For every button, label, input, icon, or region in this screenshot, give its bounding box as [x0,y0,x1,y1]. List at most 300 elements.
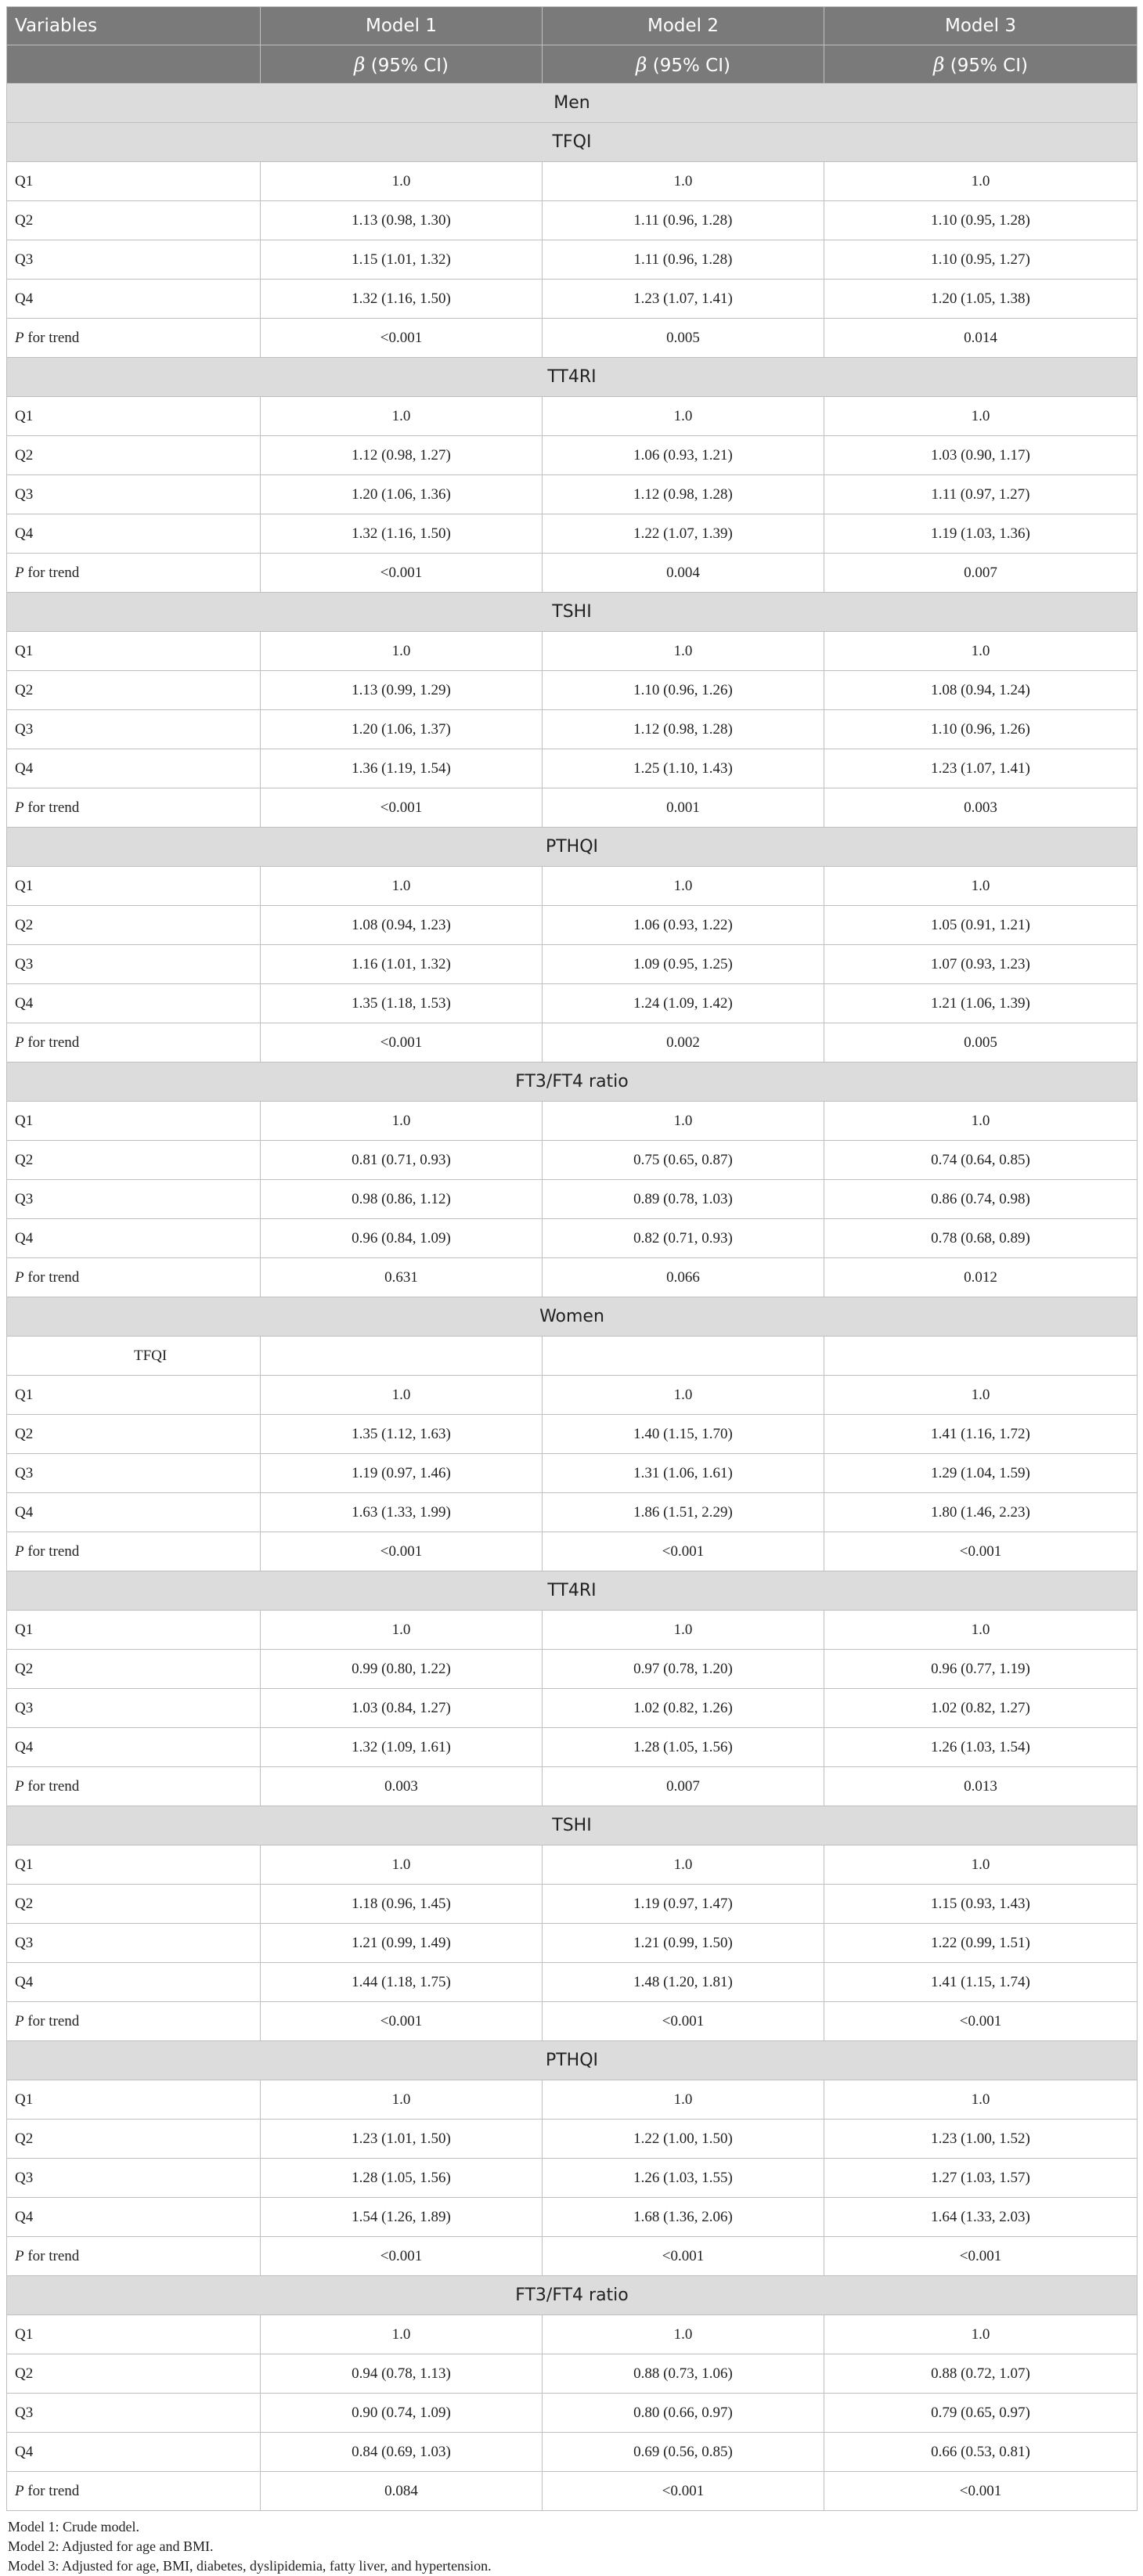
value-cell-model-2: 1.22 (1.07, 1.39) [543,514,824,554]
subsection-label: TSHI [7,593,1138,632]
value-cell-model-2: 1.0 [543,1376,824,1415]
p-trend-label [7,1767,261,1806]
p-trend-label [7,788,261,828]
p-trend-row [7,1767,1138,1806]
group-label: Women [7,1297,1138,1337]
value-cell-model-1: 1.35 (1.12, 1.63) [261,1415,543,1454]
value-cell-model-3: 1.08 (0.94, 1.24) [824,671,1138,710]
value-cell-model-2: 1.40 (1.15, 1.70) [543,1415,824,1454]
p-trend-row [7,2237,1138,2276]
table-row [7,162,1138,201]
value-cell-model-1: 1.32 (1.16, 1.50) [261,514,543,554]
table-row [7,240,1138,280]
value-cell-model-3: 1.23 (1.00, 1.52) [824,2120,1138,2159]
value-cell-model-2: 1.02 (0.82, 1.26) [543,1689,824,1728]
table-row [7,2159,1138,2198]
value-cell-model-3: 1.0 [824,867,1138,906]
value-cell-model-1: <0.001 [261,2237,543,2276]
quartile-label: Q2 [7,906,261,945]
value-cell-model-2: 1.0 [543,162,824,201]
quartile-label: Q4 [7,984,261,1023]
value-cell-model-3: 0.005 [824,1023,1138,1063]
header-model-1: Model 1 [261,7,543,45]
p-trend-row [7,1023,1138,1063]
footnote: Model 3: Adjusted for age, BMI, diabetes, dyslipidemia, fatty liver, and hypertension. [8,2558,492,2574]
header-ci-2 [543,45,824,84]
subsection-label: TSHI [7,1806,1138,1845]
value-cell-model-3: 1.0 [824,632,1138,671]
value-cell-model-1: <0.001 [261,1532,543,1571]
quartile-label: Q2 [7,1650,261,1689]
value-cell-model-2: 1.11 (0.96, 1.28) [543,240,824,280]
table-row [7,1963,1138,2002]
table-row [7,1611,1138,1650]
table-row [7,2080,1138,2120]
quartile-label: Q2 [7,2120,261,2159]
value-cell-model-3: 1.23 (1.07, 1.41) [824,749,1138,788]
value-cell-model-2: 1.25 (1.10, 1.43) [543,749,824,788]
value-cell-model-3: 1.03 (0.90, 1.17) [824,436,1138,475]
ci-label: (95% CI) [647,55,730,76]
value-cell-model-2: 1.31 (1.06, 1.61) [543,1454,824,1493]
value-cell-model-3: 1.64 (1.33, 2.03) [824,2198,1138,2237]
p-text: for trend [23,1777,80,1795]
value-cell-model-1: 1.0 [261,162,543,201]
value-cell-model-2: 1.48 (1.20, 1.81) [543,1963,824,2002]
value-cell-model-1: 1.19 (0.97, 1.46) [261,1454,543,1493]
subsection-row [7,2276,1138,2315]
header-ci-3 [824,45,1138,84]
value-cell-model-2: 1.26 (1.03, 1.55) [543,2159,824,2198]
quartile-label: Q4 [7,2198,261,2237]
table-row [7,2120,1138,2159]
table-row [7,867,1138,906]
table-row [7,671,1138,710]
quartile-label: Q3 [7,1180,261,1219]
p-trend-row [7,2472,1138,2511]
value-cell-model-2: <0.001 [543,1532,824,1571]
value-cell-model-1: 0.90 (0.74, 1.09) [261,2394,543,2433]
quartile-label: Q2 [7,1141,261,1180]
p-symbol: P [15,1542,24,1560]
p-text: for trend [23,1268,80,1286]
value-cell-model-2: 0.97 (0.78, 1.20) [543,1650,824,1689]
subsection-row [7,2041,1138,2080]
value-cell-model-1: 1.54 (1.26, 1.89) [261,2198,543,2237]
value-cell-model-1: <0.001 [261,788,543,828]
table-row [7,1141,1138,1180]
quartile-label: Q2 [7,2354,261,2394]
value-cell-model-3: 0.79 (0.65, 0.97) [824,2394,1138,2433]
value-cell-model-2: 1.0 [543,2315,824,2354]
table-row [7,1454,1138,1493]
p-symbol: P [15,799,24,816]
value-cell-model-2: 1.0 [543,1611,824,1650]
p-trend-label [7,319,261,358]
value-cell-model-2: 1.06 (0.93, 1.21) [543,436,824,475]
results-table [6,6,1138,2511]
value-cell-model-3: 0.003 [824,788,1138,828]
p-text: for trend [23,329,80,346]
p-trend-label [7,1023,261,1063]
value-cell-model-2: 1.28 (1.05, 1.56) [543,1728,824,1767]
value-cell-model-1: 1.20 (1.06, 1.37) [261,710,543,749]
table-row [7,2315,1138,2354]
value-cell-model-3: <0.001 [824,2002,1138,2041]
header-variables: Variables [7,7,261,45]
beta-symbol: β [636,52,647,76]
p-symbol: P [15,329,24,346]
value-cell-model-1: 1.12 (0.98, 1.27) [261,436,543,475]
p-symbol: P [15,1034,24,1051]
value-cell-model-2: 1.22 (1.00, 1.50) [543,2120,824,2159]
value-cell-model-1: 1.0 [261,397,543,436]
ci-label: (95% CI) [365,55,449,76]
subsection-row [7,1571,1138,1611]
table-row [7,201,1138,240]
value-cell-model-2: 1.11 (0.96, 1.28) [543,201,824,240]
quartile-label: Q4 [7,1963,261,2002]
value-cell-model-1: 1.44 (1.18, 1.75) [261,1963,543,2002]
value-cell-model-3: 1.22 (0.99, 1.51) [824,1924,1138,1963]
value-cell-model-2: 0.007 [543,1767,824,1806]
table-row [7,1180,1138,1219]
value-cell-model-3: 0.74 (0.64, 0.85) [824,1141,1138,1180]
value-cell-model-2: <0.001 [543,2237,824,2276]
p-symbol: P [15,2247,24,2264]
table-row [7,475,1138,514]
value-cell-model-3: 0.78 (0.68, 0.89) [824,1219,1138,1258]
subsection-label: TT4RI [7,358,1138,397]
group-row [7,84,1138,123]
value-cell-model-2: 1.12 (0.98, 1.28) [543,710,824,749]
quartile-label: Q1 [7,867,261,906]
value-cell-model-3: 1.11 (0.97, 1.27) [824,475,1138,514]
value-cell-model-1: 0.003 [261,1767,543,1806]
table-row [7,436,1138,475]
value-cell-model-2: 1.0 [543,632,824,671]
subsection-label: TFQI [7,1337,261,1376]
value-cell-model-3: 0.88 (0.72, 1.07) [824,2354,1138,2394]
header-model-3: Model 3 [824,7,1138,45]
value-cell-model-2: 0.89 (0.78, 1.03) [543,1180,824,1219]
value-cell-model-2: 1.0 [543,867,824,906]
value-cell-model-1: 0.94 (0.78, 1.13) [261,2354,543,2394]
quartile-label: Q2 [7,436,261,475]
subsection-row [7,828,1138,867]
table-row [7,2394,1138,2433]
value-cell-model-1: 0.81 (0.71, 0.93) [261,1141,543,1180]
quartile-label: Q4 [7,1493,261,1532]
subsection-label: PTHQI [7,2041,1138,2080]
quartile-label: Q2 [7,1415,261,1454]
value-cell-model-2: 0.004 [543,554,824,593]
p-trend-label [7,2237,261,2276]
quartile-label: Q2 [7,1885,261,1924]
value-cell-model-1: 1.13 (0.98, 1.30) [261,201,543,240]
value-cell-model-1: 1.32 (1.09, 1.61) [261,1728,543,1767]
value-cell-model-3: 0.014 [824,319,1138,358]
value-cell-model-1: <0.001 [261,1023,543,1063]
table-row [7,1376,1138,1415]
value-cell-model-1: 1.03 (0.84, 1.27) [261,1689,543,1728]
quartile-label: Q4 [7,1728,261,1767]
value-cell-model-2: 1.06 (0.93, 1.22) [543,906,824,945]
table-row [7,906,1138,945]
value-cell-model-3: 1.29 (1.04, 1.59) [824,1454,1138,1493]
p-trend-row [7,788,1138,828]
table-row [7,1102,1138,1141]
value-cell-model-1: <0.001 [261,319,543,358]
quartile-label: Q1 [7,1611,261,1650]
table-row [7,1845,1138,1885]
value-cell-model-1: 1.0 [261,1845,543,1885]
value-cell-model-2: 1.21 (0.99, 1.50) [543,1924,824,1963]
p-text: for trend [23,1034,80,1051]
p-text: for trend [23,2012,80,2029]
beta-symbol: β [354,52,366,76]
table-row [7,1415,1138,1454]
value-cell-model-1: 1.0 [261,1611,543,1650]
subsection-row [7,1063,1138,1102]
quartile-label: Q1 [7,632,261,671]
value-cell-model-2: 0.82 (0.71, 0.93) [543,1219,824,1258]
group-row [7,1297,1138,1337]
value-cell-model-1: 0.99 (0.80, 1.22) [261,1650,543,1689]
value-cell-model-3: 1.07 (0.93, 1.23) [824,945,1138,984]
value-cell-model-3: 0.013 [824,1767,1138,1806]
p-symbol: P [15,2012,24,2029]
value-cell-model-1: 0.98 (0.86, 1.12) [261,1180,543,1219]
p-trend-label [7,554,261,593]
p-trend-label [7,2472,261,2511]
p-trend-label [7,1258,261,1297]
value-cell-model-2: 0.88 (0.73, 1.06) [543,2354,824,2394]
table-row [7,1728,1138,1767]
value-cell-model-1: 0.84 (0.69, 1.03) [261,2433,543,2472]
p-text: for trend [23,799,80,816]
table-row [7,710,1138,749]
p-symbol: P [15,1777,24,1795]
p-trend-label [7,2002,261,2041]
value-cell-model-3: 1.0 [824,1376,1138,1415]
value-cell-model-2: 0.80 (0.66, 0.97) [543,2394,824,2433]
value-cell-model-2: 1.09 (0.95, 1.25) [543,945,824,984]
table-row [7,1885,1138,1924]
quartile-label: Q3 [7,240,261,280]
quartile-label: Q3 [7,1454,261,1493]
quartile-label: Q1 [7,397,261,436]
value-cell-model-3: 0.96 (0.77, 1.19) [824,1650,1138,1689]
value-cell-model-2: <0.001 [543,2002,824,2041]
quartile-label: Q3 [7,945,261,984]
quartile-label: Q3 [7,2159,261,2198]
value-cell-model-3: <0.001 [824,2472,1138,2511]
p-symbol: P [15,2482,24,2499]
quartile-label: Q4 [7,749,261,788]
value-cell-model-3: 1.20 (1.05, 1.38) [824,280,1138,319]
subsection-row [7,123,1138,162]
value-cell-model-3: 1.15 (0.93, 1.43) [824,1885,1138,1924]
value-cell-model-1: 0.96 (0.84, 1.09) [261,1219,543,1258]
value-cell-model-3: 1.0 [824,162,1138,201]
table-row [7,280,1138,319]
quartile-label: Q4 [7,1219,261,1258]
value-cell-model-3: 1.80 (1.46, 2.23) [824,1493,1138,1532]
empty-cell [261,1337,543,1376]
subsection-row [7,1806,1138,1845]
value-cell-model-3: 1.21 (1.06, 1.39) [824,984,1138,1023]
value-cell-model-2: 1.10 (0.96, 1.26) [543,671,824,710]
header-ci-1 [261,45,543,84]
quartile-label: Q3 [7,2394,261,2433]
group-label: Men [7,84,1138,123]
p-trend-row [7,319,1138,358]
p-text: for trend [23,1542,80,1560]
quartile-label: Q1 [7,2315,261,2354]
value-cell-model-2: 0.001 [543,788,824,828]
table-row [7,1650,1138,1689]
value-cell-model-3: 0.66 (0.53, 0.81) [824,2433,1138,2472]
value-cell-model-1: 0.084 [261,2472,543,2511]
value-cell-model-2: 1.86 (1.51, 2.29) [543,1493,824,1532]
header-model-2: Model 2 [543,7,824,45]
value-cell-model-1: 1.0 [261,2315,543,2354]
value-cell-model-3: <0.001 [824,2237,1138,2276]
value-cell-model-3: 1.05 (0.91, 1.21) [824,906,1138,945]
value-cell-model-3: 1.19 (1.03, 1.36) [824,514,1138,554]
value-cell-model-1: 1.28 (1.05, 1.56) [261,2159,543,2198]
value-cell-model-2: 0.69 (0.56, 0.85) [543,2433,824,2472]
value-cell-model-2: <0.001 [543,2472,824,2511]
value-cell-model-3: <0.001 [824,1532,1138,1571]
value-cell-model-1: <0.001 [261,2002,543,2041]
value-cell-model-2: 1.0 [543,397,824,436]
table-row [7,1219,1138,1258]
p-symbol: P [15,564,24,581]
value-cell-model-1: 1.13 (0.99, 1.29) [261,671,543,710]
value-cell-model-3: 1.10 (0.95, 1.27) [824,240,1138,280]
value-cell-model-1: 1.15 (1.01, 1.32) [261,240,543,280]
table-row [7,632,1138,671]
value-cell-model-3: 1.0 [824,2315,1138,2354]
table-row [7,2433,1138,2472]
empty-cell [824,1337,1138,1376]
value-cell-model-3: 1.0 [824,2080,1138,2120]
value-cell-model-2: 1.0 [543,2080,824,2120]
value-cell-model-1: 1.0 [261,2080,543,2120]
value-cell-model-3: 0.007 [824,554,1138,593]
p-trend-label [7,1532,261,1571]
table-row [7,1924,1138,1963]
footnotes [6,2517,1137,2576]
value-cell-model-3: 1.0 [824,1845,1138,1885]
p-trend-row [7,1258,1138,1297]
quartile-label: Q1 [7,1845,261,1885]
value-cell-model-2: 1.23 (1.07, 1.41) [543,280,824,319]
value-cell-model-2: 1.19 (0.97, 1.47) [543,1885,824,1924]
value-cell-model-2: 1.68 (1.36, 2.06) [543,2198,824,2237]
value-cell-model-1: 1.0 [261,867,543,906]
p-symbol: P [15,1268,24,1286]
quartile-label: Q3 [7,1924,261,1963]
value-cell-model-3: 0.012 [824,1258,1138,1297]
p-trend-row [7,554,1138,593]
subsection-label: TFQI [7,123,1138,162]
value-cell-model-3: 1.10 (0.95, 1.28) [824,201,1138,240]
value-cell-model-3: 1.41 (1.15, 1.74) [824,1963,1138,2002]
quartile-label: Q3 [7,710,261,749]
value-cell-model-1: 0.631 [261,1258,543,1297]
quartile-label: Q1 [7,1102,261,1141]
table-row [7,2354,1138,2394]
value-cell-model-1: 1.08 (0.94, 1.23) [261,906,543,945]
value-cell-model-3: 1.10 (0.96, 1.26) [824,710,1138,749]
table-row [7,945,1138,984]
table-header [7,7,1138,84]
quartile-label: Q2 [7,201,261,240]
value-cell-model-3: 0.86 (0.74, 0.98) [824,1180,1138,1219]
value-cell-model-1: 1.21 (0.99, 1.49) [261,1924,543,1963]
value-cell-model-3: 1.02 (0.82, 1.27) [824,1689,1138,1728]
value-cell-model-2: 0.75 (0.65, 0.87) [543,1141,824,1180]
value-cell-model-2: 1.0 [543,1845,824,1885]
quartile-label: Q4 [7,280,261,319]
table-body [7,84,1138,2511]
table-row [7,984,1138,1023]
footnote: Model 2: Adjusted for age and BMI. [8,2538,214,2554]
value-cell-model-1: 1.0 [261,1376,543,1415]
p-text: for trend [23,2247,80,2264]
ci-label: (95% CI) [944,55,1028,76]
quartile-label: Q1 [7,162,261,201]
p-text: for trend [23,564,80,581]
beta-symbol: β [933,52,945,76]
header-empty [7,45,261,84]
value-cell-model-2: 0.066 [543,1258,824,1297]
value-cell-model-2: 0.002 [543,1023,824,1063]
value-cell-model-1: 1.0 [261,632,543,671]
quartile-label: Q3 [7,1689,261,1728]
value-cell-model-3: 1.41 (1.16, 1.72) [824,1415,1138,1454]
value-cell-model-1: 1.36 (1.19, 1.54) [261,749,543,788]
table-row [7,1493,1138,1532]
table-row [7,1689,1138,1728]
value-cell-model-2: 1.12 (0.98, 1.28) [543,475,824,514]
footnote: Model 1: Crude model. [8,2519,139,2535]
value-cell-model-1: 1.20 (1.06, 1.36) [261,475,543,514]
quartile-label: Q4 [7,514,261,554]
p-trend-row [7,2002,1138,2041]
value-cell-model-1: 1.16 (1.01, 1.32) [261,945,543,984]
value-cell-model-1: 1.32 (1.16, 1.50) [261,280,543,319]
subsection-label: TT4RI [7,1571,1138,1611]
subsection-label: FT3/FT4 ratio [7,1063,1138,1102]
value-cell-model-3: 1.0 [824,1102,1138,1141]
subsection-label: FT3/FT4 ratio [7,2276,1138,2315]
value-cell-model-1: 1.18 (0.96, 1.45) [261,1885,543,1924]
table-row [7,2198,1138,2237]
p-trend-row [7,1532,1138,1571]
value-cell-model-2: 0.005 [543,319,824,358]
value-cell-model-1: 1.0 [261,1102,543,1141]
empty-cell [543,1337,824,1376]
table-row [7,749,1138,788]
quartile-label: Q1 [7,1376,261,1415]
value-cell-model-3: 1.26 (1.03, 1.54) [824,1728,1138,1767]
value-cell-model-1: 1.23 (1.01, 1.50) [261,2120,543,2159]
quartile-label: Q3 [7,475,261,514]
